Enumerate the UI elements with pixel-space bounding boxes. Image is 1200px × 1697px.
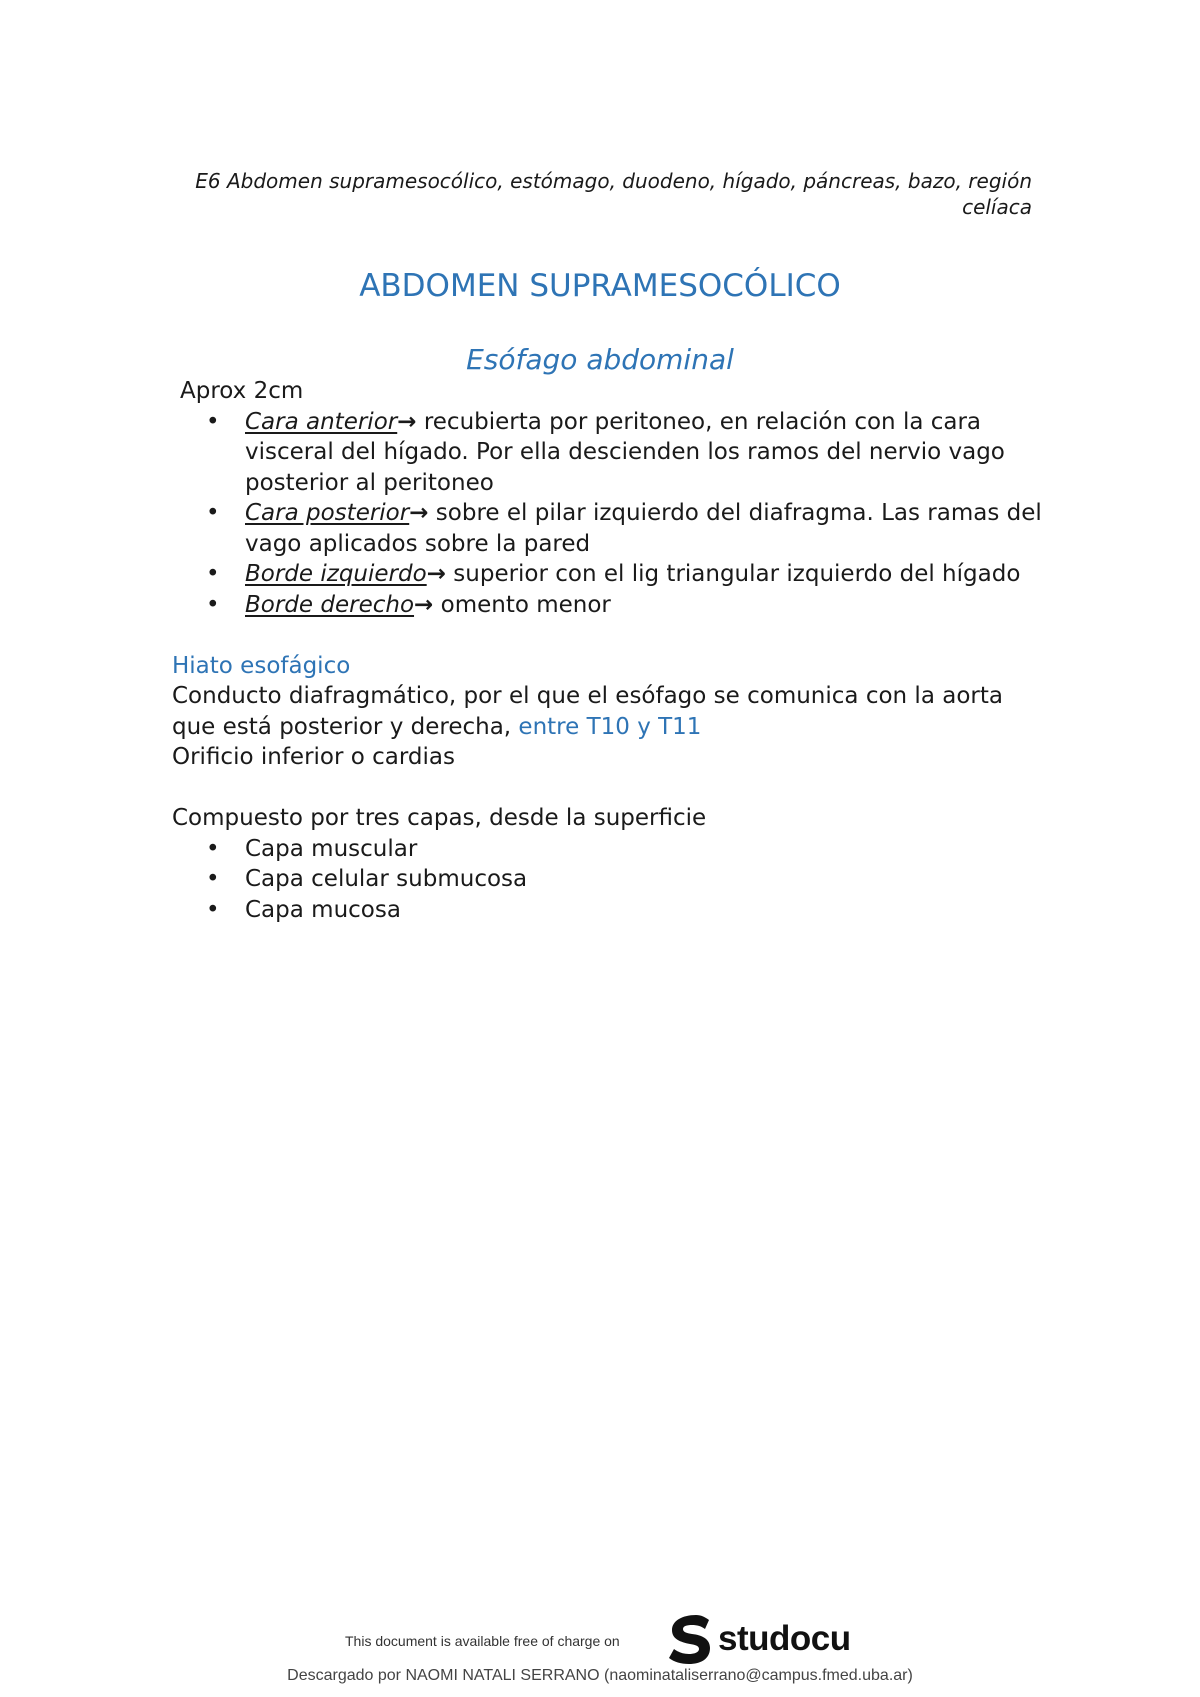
term-cara-anterior: Cara anterior [245,408,398,435]
term-borde-izquierdo: Borde izquierdo [245,561,427,587]
studocu-logo[interactable] [666,1613,851,1665]
section-heading-hiato: Hiato esofágico [172,652,351,679]
list-item-layer: • Capa muscular [172,834,1042,865]
hiato-description [172,681,1042,742]
length-note: Aprox 2cm [180,378,304,404]
running-header-line-1: E6 Abdomen supramesocólico, estómago, duodeno, hígado, páncreas, bazo, región [195,169,1032,193]
studocu-brand-text: studocu [718,1619,851,1658]
desc-cara-anterior: recubierta por peritoneo, en relación con la cara visceral del hígado. Por ella descienden los ramos del nervio vago posterior al peritoneo [245,408,1005,496]
list-item-cara-posterior [172,498,1042,559]
list-item-layer: • Capa celular submucosa [172,864,1042,895]
list-item-cara-anterior [172,407,1042,499]
layers-intro: Compuesto por tres capas, desde la superficie [172,805,707,831]
footer-downloaded-by: Descargado por NAOMI NATALI SERRANO (naominataliserrano@campus.fmed.uba.ar) [287,1667,913,1684]
list-item-borde-derecho [172,590,1042,621]
desc-cara-posterior: sobre el pilar izquierdo del diafragma. Las ramas del vago aplicados sobre la pared [245,500,1042,557]
hiato-description-text: Conducto diafragmático, por el que el esófago se comunica con la aorta que está posterior y derecha, [172,683,1003,740]
layers-list [172,834,1042,926]
arrow-icon: → [414,591,434,618]
main-title: ABDOMEN SUPRAMESOCÓLICO [359,268,841,304]
arrow-icon: → [397,408,417,435]
arrow-icon: → [426,561,446,587]
arrow-icon: → [409,500,429,526]
list-item-borde-izquierdo [172,559,1042,590]
document-body [172,376,1042,925]
desc-borde-derecho: omento menor [433,591,611,618]
spacer [172,620,1042,651]
running-header [180,168,1032,220]
esofago-relations-list [172,407,1042,621]
running-header-line-2: celíaca [962,195,1032,219]
term-cara-posterior: Cara posterior [245,500,410,526]
spacer [172,773,1042,804]
section-heading-esofago: Esófago abdominal [466,343,734,376]
term-borde-derecho: Borde derecho [245,591,415,618]
cardias-note: Orificio inferior o cardias [172,744,455,770]
hiato-vertebral-level: entre T10 y T11 [518,713,702,740]
list-item-layer: • Capa mucosa [172,895,1042,926]
footer-available-text: This document is available free of charge on [345,1633,620,1649]
studocu-logo-icon [666,1613,712,1665]
desc-borde-izquierdo: superior con el lig triangular izquierdo del hígado [445,561,1021,587]
